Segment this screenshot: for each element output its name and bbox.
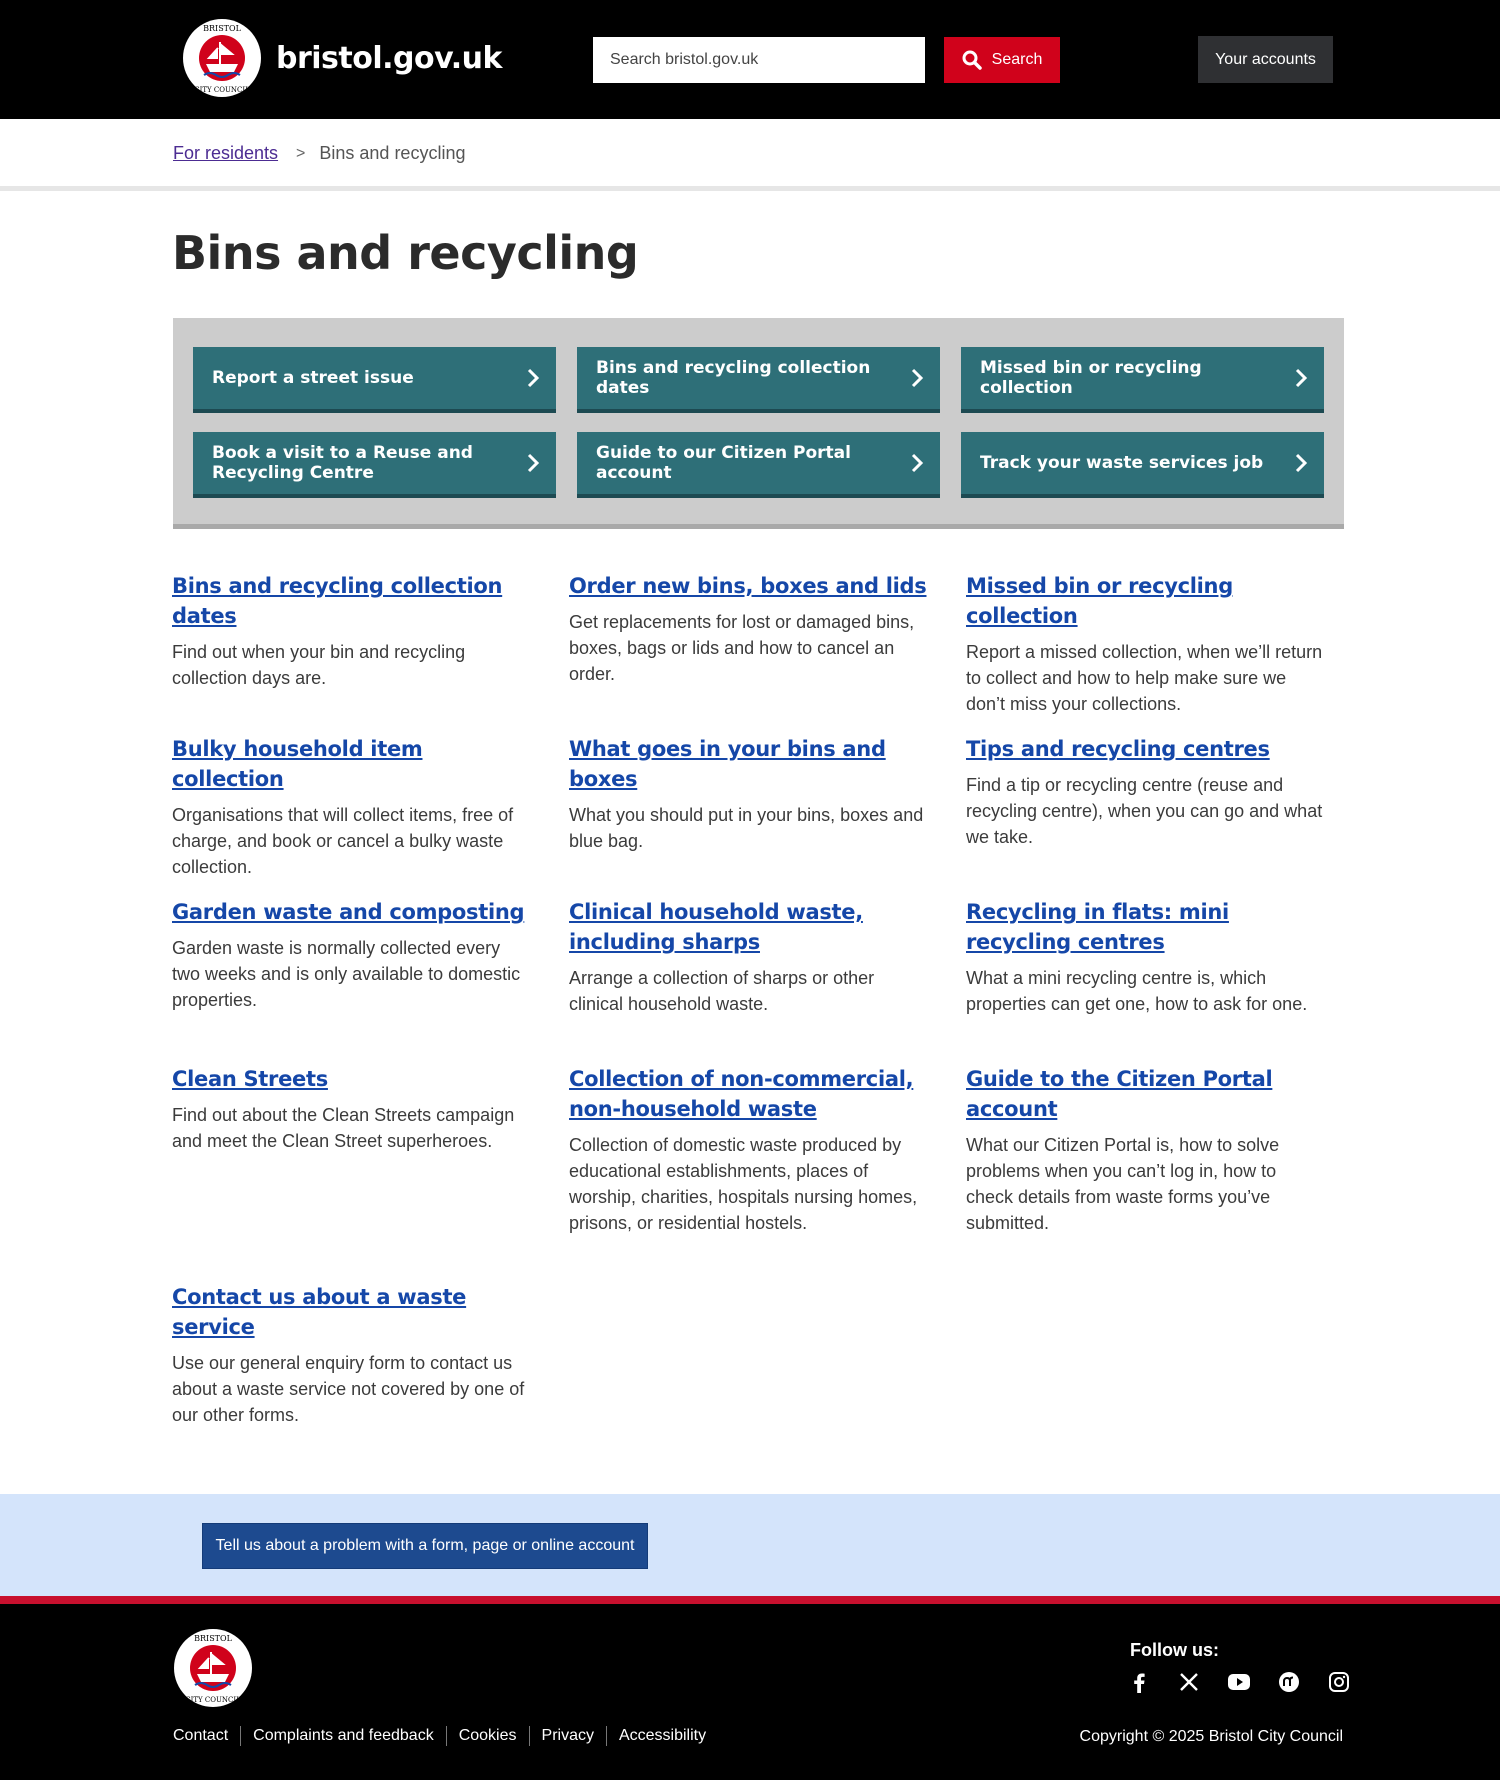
card-title-link[interactable]: Tips and recycling centres [966,737,1270,761]
card [172,734,532,880]
breadcrumb-separator-icon: > [296,144,306,162]
footer-link-divider [240,1726,241,1746]
svg-text:CITY COUNCIL: CITY COUNCIL [194,86,250,94]
card [172,1282,532,1428]
card [966,571,1326,717]
quick-link-track-job[interactable] [961,432,1324,498]
chevron-right-icon [1290,367,1312,389]
site-logo-link[interactable] [182,18,502,98]
card-description: Organisations that will collect items, free of charge, and book or cancel a bulky waste collection. [172,805,514,877]
site-name: bristol.gov.uk [276,40,502,76]
card-title-link[interactable]: Clean Streets [172,1067,328,1091]
card-title-link[interactable]: Clinical household waste, including sharps [569,900,863,954]
quick-link-label: Missed bin or recycling collection [980,358,1202,398]
card-title-link[interactable]: Missed bin or recycling collection [966,574,1233,628]
footer-link-contact[interactable]: Contact [173,1727,229,1744]
chevron-right-icon [522,452,544,474]
youtube-icon[interactable] [1227,1670,1251,1694]
copyright-text: Copyright © 2025 Bristol City Council [1079,1728,1343,1745]
quick-link-report-street-issue[interactable] [193,347,556,413]
breadcrumb [173,143,465,164]
breadcrumb-current: Bins and recycling [319,143,466,163]
card [569,734,929,854]
quick-link-label: Book a visit to a Reuse and Recycling Centre [212,443,473,483]
card [569,571,929,687]
quick-link-label: Guide to our Citizen Portal account [596,443,851,483]
footer-link-accessibility[interactable]: Accessibility [618,1727,707,1744]
quick-link-book-visit[interactable] [193,432,556,498]
card-title-link[interactable]: Order new bins, boxes and lids [569,574,927,598]
breadcrumb-for-residents-link[interactable]: For residents [173,143,279,163]
chevron-right-icon [1290,452,1312,474]
card-title-link[interactable]: Collection of non-commercial, non-household waste [569,1067,914,1121]
card [966,1064,1326,1236]
chevron-right-icon [906,452,928,474]
card-title-link[interactable]: What goes in your bins and boxes [569,737,886,791]
card [172,897,532,1013]
card [172,571,532,691]
svg-text:BRISTOL: BRISTOL [194,1634,232,1643]
card-description: Garden waste is normally collected every two weeks and is only available to domestic properties. [172,938,521,1010]
bristol-crest-icon [182,18,262,98]
instagram-icon[interactable] [1327,1670,1351,1694]
report-problem-button[interactable]: Tell us about a problem with a form, page or online account [202,1523,648,1569]
card [966,897,1326,1017]
footer-link-divider [446,1726,447,1746]
card-description: Find out when your bin and recycling collection days are. [172,642,466,688]
card-description: What a mini recycling centre is, which properties can get one, how to ask for one. [966,968,1308,1014]
footer-link-divider [529,1726,530,1746]
chevron-right-icon [906,367,928,389]
card-title-link[interactable]: Recycling in flats: mini recycling centres [966,900,1229,954]
svg-text:CITY COUNCIL: CITY COUNCIL [185,1696,241,1704]
quick-link-label: Track your waste services job [980,453,1264,473]
card-title-link[interactable]: Contact us about a waste service [172,1285,467,1339]
nextdoor-icon[interactable] [1277,1670,1301,1694]
search-input[interactable] [593,37,925,83]
your-accounts-button[interactable]: Your accounts [1198,36,1333,83]
card-description: Find out about the Clean Streets campaign and meet the Clean Street superheroes. [172,1105,515,1151]
site-footer [0,1596,1500,1780]
footer-links [173,1726,706,1746]
quick-link-label: Bins and recycling collection dates [596,358,871,398]
card-title-link[interactable]: Bulky household item collection [172,737,423,791]
search-button[interactable] [944,37,1060,83]
card-description: What our Citizen Portal is, how to solve problems when you can’t log in, how to check details from waste forms you’ve submitted. [966,1135,1280,1233]
bristol-crest-icon [173,1628,253,1708]
card-description: Arrange a collection of sharps or other clinical household waste. [569,968,875,1014]
search-button-label: Search [991,51,1043,68]
footer-link-privacy[interactable]: Privacy [541,1727,594,1744]
site-header [0,0,1500,119]
card [569,1064,929,1236]
quick-links-panel [173,318,1344,529]
footer-link-divider [606,1726,607,1746]
facebook-icon[interactable] [1127,1670,1151,1694]
quick-link-label: Report a street issue [212,368,414,388]
page-title: Bins and recycling [172,226,639,280]
card-title-link[interactable]: Guide to the Citizen Portal account [966,1067,1273,1121]
quick-link-collection-dates[interactable] [577,347,940,413]
footer-link-complaints[interactable]: Complaints and feedback [253,1727,434,1744]
footer-link-cookies[interactable]: Cookies [458,1727,517,1744]
card-description: Use our general enquiry form to contact us about a waste service not covered by one of our other forms. [172,1353,525,1425]
card-title-link[interactable]: Bins and recycling collection dates [172,574,503,628]
x-icon[interactable] [1177,1670,1201,1694]
card [569,897,929,1017]
card-title-link[interactable]: Garden waste and composting [172,900,525,924]
card-description: Get replacements for lost or damaged bins, boxes, bags or lids and how to cancel an order. [569,612,915,684]
quick-link-citizen-portal-guide[interactable] [577,432,940,498]
breadcrumb-divider [0,186,1500,191]
card [966,734,1326,850]
follow-us-label: Follow us: [1130,1640,1219,1660]
card-description: Find a tip or recycling centre (reuse and recycling centre), when you can go and what we take. [966,775,1323,847]
card-description: What you should put in your bins, boxes and blue bag. [569,805,924,851]
svg-text:BRISTOL: BRISTOL [203,24,241,33]
chevron-right-icon [522,367,544,389]
feedback-band [0,1494,1500,1596]
card-description: Collection of domestic waste produced by educational establishments, places of worship, charities, hospitals nursing homes, prisons, or residential hostels. [569,1135,918,1233]
quick-link-missed-bin[interactable] [961,347,1324,413]
search-icon [962,50,982,70]
social-links [1127,1670,1351,1694]
card [172,1064,532,1154]
card-description: Report a missed collection, when we’ll return to collect and how to help make sure we don’t miss your collections. [966,642,1323,714]
